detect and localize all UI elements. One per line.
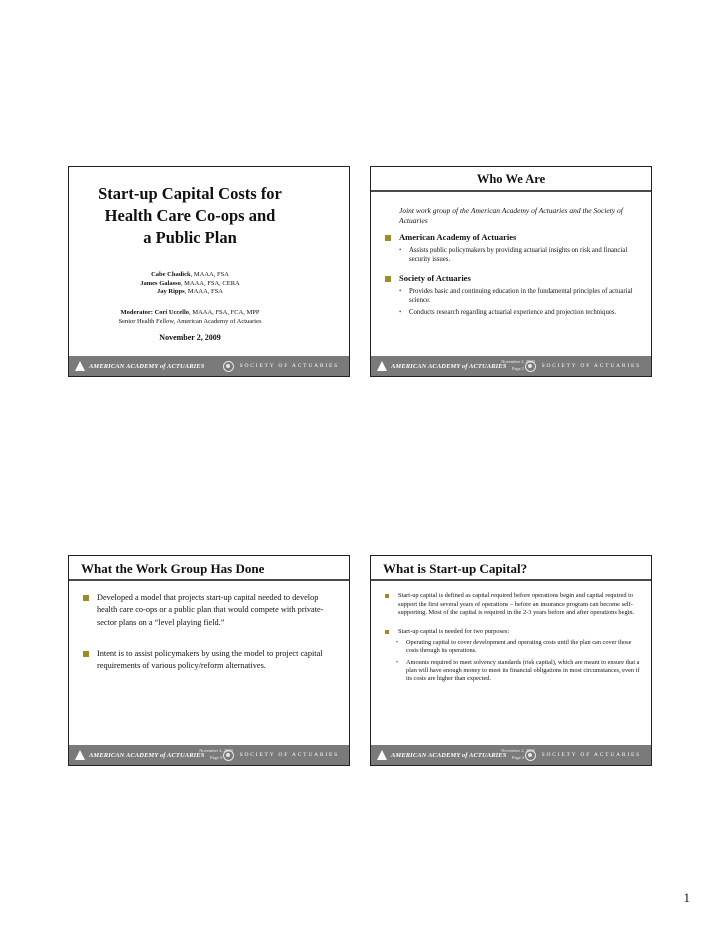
square-bullet-icon [385, 630, 389, 634]
soa-logo: SOCIETY OF ACTUARIES [223, 359, 339, 373]
slide-body [381, 200, 641, 317]
slide-footer [69, 745, 349, 765]
slide-footer [69, 356, 349, 376]
square-bullet-icon [385, 594, 389, 598]
sub-bullet: • Amounts required to meet solvency standards (risk capital), which are meant to ensure that a plan will have enough money to meet its financial obligations in most circumstances, even if its costs are higher than expected. [396, 658, 640, 683]
presenter-list [79, 271, 301, 297]
bullet: Start-up capital is defined as capital required before operations begin and capital required to support the first several years of operations – before an insurance program can become self-supporting. Most of the capital is required in the 2-3 years before and after operations begin. [381, 592, 641, 618]
bullet: Intent is to assist policymakers by using the model to project capital requirements of various policy/reform alternatives. [79, 648, 339, 673]
seal-icon [525, 750, 536, 761]
footer-page-info: November 2, 2009 Page 3 [199, 748, 233, 760]
sub-bullet: • Conducts research regarding actuarial experience and projection techniques. [399, 309, 617, 316]
presentation-date: November 2, 2009 [159, 333, 221, 342]
slide-title [68, 166, 350, 377]
slide-startup-capital [370, 555, 652, 766]
seal-icon [223, 361, 234, 372]
presenter: Jay Ripps, MAAA, FSA [157, 288, 223, 295]
square-bullet-icon [83, 595, 89, 601]
slide-header: What is Start-up Capital? [371, 556, 651, 581]
triangle-logo-icon [75, 750, 85, 760]
bullet: American Academy of Actuaries [381, 232, 641, 243]
sub-bullet: • Operating capital to cover development and operating costs until the plan can cover those costs through its operations. [396, 639, 632, 655]
soa-logo: SOCIETY OF ACTUARIES [525, 359, 641, 373]
aaa-logo: AMERICAN ACADEMY of ACTUARIES [75, 749, 204, 761]
slide-work-group [68, 555, 350, 766]
bullet: Developed a model that projects start-up capital needed to develop health care co-ops or a public plan that would compete with private-sector plans on a “level playing field.” [79, 592, 339, 629]
seal-icon [525, 361, 536, 372]
triangle-logo-icon [377, 750, 387, 760]
slide-who-we-are [370, 166, 652, 377]
triangle-logo-icon [75, 361, 85, 371]
square-bullet-icon [83, 651, 89, 657]
aaa-logo: AMERICAN ACADEMY of ACTUARIES [75, 360, 204, 372]
presenter: Cabe Chadick, MAAA, FSA [151, 271, 229, 278]
square-bullet-icon [385, 235, 391, 241]
bullet: Society of Actuaries [381, 273, 641, 284]
slide-body [381, 592, 641, 683]
footer-page-info: November 2, 2009 Page 2 [501, 359, 535, 371]
sub-bullet: • Assists public policymakers by providing actuarial insights on risk and financial security issues. [399, 247, 628, 263]
page-number: 1 [683, 890, 690, 905]
seal-icon [223, 750, 234, 761]
aaa-logo: AMERICAN ACADEMY of ACTUARIES [377, 360, 506, 372]
square-bullet-icon [385, 276, 391, 282]
intro-text: Joint work group of the American Academy of Actuaries and the Society of Actuaries [399, 206, 623, 225]
bullet: Start-up capital is needed for two purposes: [381, 628, 641, 637]
slide-title-heading: Start-up Capital Costs for Health Care Co-ops and a Public Plan [98, 184, 282, 247]
soa-logo: SOCIETY OF ACTUARIES [525, 748, 641, 762]
presenter: James Galasso, MAAA, FSA, CERA [140, 279, 240, 287]
slide-body [79, 592, 339, 672]
slide-footer [371, 745, 651, 765]
footer-page-info: November 2, 2009 Page 4 [501, 748, 535, 760]
triangle-logo-icon [377, 361, 387, 371]
aaa-logo: AMERICAN ACADEMY of ACTUARIES [377, 749, 506, 761]
slide-footer [371, 356, 651, 376]
slide-header: Who We Are [371, 167, 651, 192]
sub-bullet: • Provides basic and continuing education in the fundamental principles of actuarial science. [399, 288, 633, 304]
soa-logo: SOCIETY OF ACTUARIES [223, 748, 339, 762]
moderator: Moderator: Cori Uccello, MAAA, FSA, FCA, MPP Senior Health Fellow, American Academy of Actuaries [118, 309, 262, 325]
slide-header: What the Work Group Has Done [69, 556, 349, 581]
